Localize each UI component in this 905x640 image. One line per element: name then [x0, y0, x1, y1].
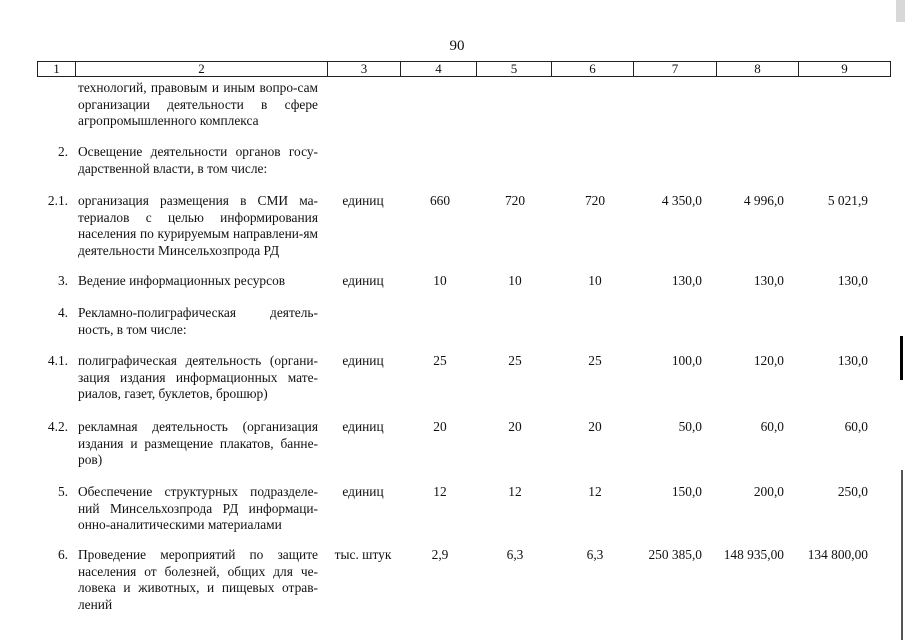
row-number: 2.1.: [47, 193, 68, 208]
column-header: 2: [76, 62, 328, 77]
row-description: рекламная деятельность (организация издания и размещение плакатов, банне-ров): [78, 419, 318, 468]
row-value-col4: 20: [433, 419, 447, 434]
column-header: 1: [38, 62, 76, 77]
column-header: 8: [717, 62, 799, 77]
row-unit: единиц: [342, 484, 384, 499]
row-value-col6: 720: [584, 193, 606, 208]
row-value-col6: 6,3: [586, 547, 604, 562]
row-description: Освещение деятельности органов госу-дарственной власти, в том числе:: [78, 144, 318, 176]
row-value-col9: 250,0: [837, 484, 868, 499]
row-value-col5: 10: [508, 273, 522, 288]
row-unit: единиц: [342, 193, 384, 208]
row-unit: единиц: [342, 419, 384, 434]
row-unit: единиц: [342, 273, 384, 288]
row-description: Ведение информационных ресурсов: [78, 273, 286, 288]
row-value-col7: 130,0: [671, 273, 702, 288]
page-number: 90: [449, 38, 465, 54]
row-description: технологий, правовым и иным вопро-сам организации деятельности в сфере агропромышленного комплекса: [78, 80, 318, 129]
row-description: Обеспечение структурных подразделе-ний Минсельхозпрода РД информаци-онно-аналитическими материалами: [78, 484, 318, 533]
row-value-col6: 12: [588, 484, 602, 499]
row-value-col9: 5 021,9: [827, 193, 868, 208]
row-value-col5: 6,3: [506, 547, 524, 562]
row-value-col7: 250 385,0: [648, 547, 702, 562]
row-description: Проведение мероприятий по защите населения от болезней, общих для че-ловека и животных, и пищевых отрав-лений: [78, 547, 318, 612]
row-description: организация размещения в СМИ ма-териалов с целью информирования населения по курируемым направлени-ям деятельности Минсельхозпрода РД: [78, 193, 318, 258]
row-value-col4: 2,9: [431, 547, 449, 562]
row-value-col4: 660: [429, 193, 451, 208]
row-value-col9: 130,0: [837, 353, 868, 368]
column-header: 6: [552, 62, 634, 77]
row-value-col9: 130,0: [837, 273, 868, 288]
row-value-col5: 25: [508, 353, 522, 368]
row-value-col6: 10: [588, 273, 602, 288]
row-number: 4.2.: [47, 419, 68, 434]
row-value-col8: 200,0: [753, 484, 784, 499]
column-header: 9: [799, 62, 891, 77]
row-number: 3.: [57, 273, 68, 288]
row-value-col5: 12: [508, 484, 522, 499]
scan-artifact-bottom: [901, 470, 903, 640]
scan-artifact-top: [896, 0, 905, 22]
row-number: 6.: [57, 547, 68, 562]
row-value-col4: 12: [433, 484, 447, 499]
row-value-col4: 25: [433, 353, 447, 368]
row-value-col7: 4 350,0: [661, 193, 702, 208]
row-value-col8: 60,0: [760, 419, 784, 434]
column-header-row: [38, 62, 891, 77]
row-value-col7: 50,0: [678, 419, 702, 434]
row-number: 4.: [57, 305, 68, 320]
row-value-col6: 25: [588, 353, 602, 368]
row-number: 4.1.: [47, 353, 68, 368]
row-value-col8: 148 935,00: [723, 547, 784, 562]
row-unit: единиц: [342, 353, 384, 368]
row-value-col8: 4 996,0: [743, 193, 784, 208]
row-value-col9: 134 800,00: [807, 547, 868, 562]
row-description: Рекламно-полиграфическая деятель-ность, в том числе:: [78, 305, 318, 337]
row-number: 2.: [57, 144, 68, 159]
row-value-col8: 130,0: [753, 273, 784, 288]
column-header-table: [37, 61, 891, 77]
row-value-col5: 720: [504, 193, 526, 208]
column-header: 5: [477, 62, 552, 77]
row-value-col7: 150,0: [671, 484, 702, 499]
row-value-col4: 10: [433, 273, 447, 288]
column-header: 7: [634, 62, 717, 77]
row-value-col8: 120,0: [753, 353, 784, 368]
row-value-col6: 20: [588, 419, 602, 434]
column-header: 4: [401, 62, 477, 77]
row-value-col9: 60,0: [844, 419, 868, 434]
column-header: 3: [328, 62, 401, 77]
row-unit: тыс. штук: [334, 547, 392, 562]
row-description: полиграфическая деятельность (органи-зация издания информационных мате-риалов, газет, буклетов, брошюр): [78, 353, 318, 402]
row-number: 5.: [57, 484, 68, 499]
row-value-col5: 20: [508, 419, 522, 434]
row-value-col7: 100,0: [671, 353, 702, 368]
scan-artifact-mark: [900, 336, 903, 380]
